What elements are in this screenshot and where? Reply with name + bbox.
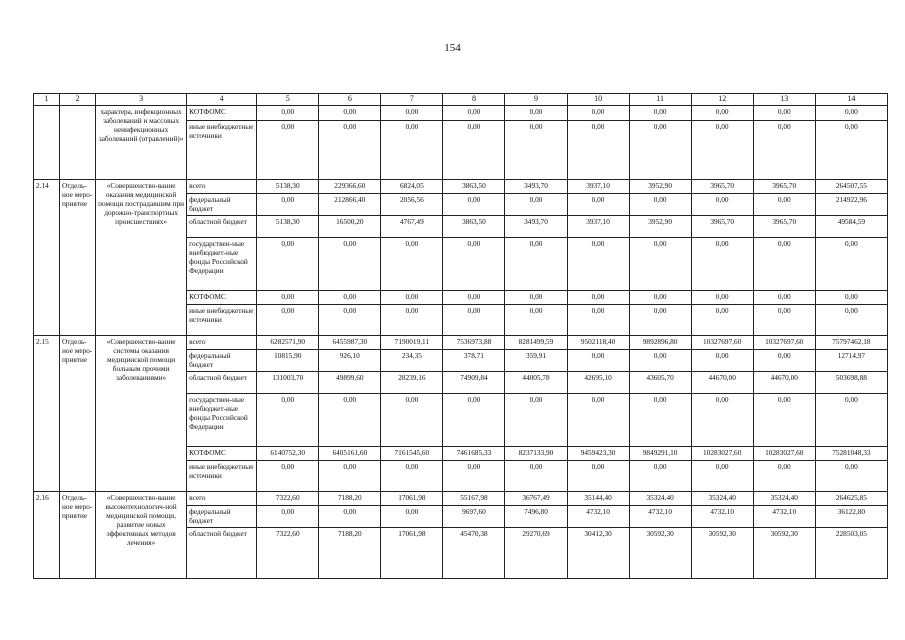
value-cell: 0,00	[505, 305, 567, 336]
value-cell: 3937,10	[567, 216, 629, 238]
value-cell: 8281499,59	[505, 336, 567, 350]
value-cell: 35144,40	[567, 492, 629, 506]
value-cell: 3937,10	[567, 180, 629, 194]
value-cell: 0,00	[257, 461, 319, 492]
header-cell-14: 14	[815, 94, 887, 106]
value-cell: 0,00	[505, 461, 567, 492]
header-cell-2: 2	[60, 94, 96, 106]
value-cell: 0,00	[257, 121, 319, 180]
value-cell: 10327697,60	[753, 336, 815, 350]
value-cell: 264625,85	[815, 492, 887, 506]
value-cell: 0,00	[753, 394, 815, 447]
funding-source: областной бюджет	[187, 372, 257, 394]
value-cell: 9892896,80	[629, 336, 691, 350]
value-cell: 49899,60	[319, 372, 381, 394]
value-cell: 42695,10	[567, 372, 629, 394]
value-cell: 234,35	[381, 350, 443, 372]
value-cell: 0,00	[629, 121, 691, 180]
row-description: характера, инфекционных заболеваний и массовых неинфекционных заболеваний (отравлений)»	[96, 106, 187, 180]
value-cell: 0,00	[815, 238, 887, 291]
value-cell: 0,00	[505, 394, 567, 447]
value-cell: 0,00	[505, 291, 567, 305]
value-cell: 7188,20	[319, 492, 381, 506]
value-cell: 0,00	[753, 238, 815, 291]
value-cell: 35324,40	[691, 492, 753, 506]
value-cell: 0,00	[381, 461, 443, 492]
table-row	[34, 492, 888, 506]
header-cell-6: 6	[319, 94, 381, 106]
value-cell: 6455987,30	[319, 336, 381, 350]
row-description: «Совершенство-вание высокотехнологич-ной медицинской помощи, развитие новых эффективных методов лечения»	[96, 492, 187, 579]
value-cell: 0,00	[567, 394, 629, 447]
value-cell: 3863,50	[443, 216, 505, 238]
value-cell: 926,10	[319, 350, 381, 372]
value-cell: 0,00	[753, 350, 815, 372]
value-cell: 36122,80	[815, 506, 887, 528]
value-cell: 0,00	[567, 305, 629, 336]
value-cell: 7322,60	[257, 528, 319, 579]
value-cell: 264507,55	[815, 180, 887, 194]
value-cell: 0,00	[257, 394, 319, 447]
value-cell: 3965,70	[691, 216, 753, 238]
value-cell: 3493,70	[505, 216, 567, 238]
value-cell: 6405161,60	[319, 447, 381, 461]
value-cell: 0,00	[381, 238, 443, 291]
value-cell: 0,00	[381, 106, 443, 121]
value-cell: 30592,30	[691, 528, 753, 579]
value-cell: 7161545,60	[381, 447, 443, 461]
funding-source: областной бюджет	[187, 528, 257, 579]
value-cell: 0,00	[567, 291, 629, 305]
value-cell: 0,00	[753, 194, 815, 216]
value-cell: 0,00	[443, 291, 505, 305]
header-row	[34, 94, 888, 106]
value-cell: 0,00	[815, 291, 887, 305]
value-cell: 30412,30	[567, 528, 629, 579]
value-cell: 0,00	[505, 121, 567, 180]
header-cell-11: 11	[629, 94, 691, 106]
value-cell: 0,00	[629, 394, 691, 447]
value-cell: 10283027,60	[753, 447, 815, 461]
value-cell: 0,00	[691, 106, 753, 121]
page-number: 154	[444, 42, 461, 54]
value-cell: 5138,30	[257, 216, 319, 238]
funding-source: федеральный бюджет	[187, 506, 257, 528]
value-cell: 0,00	[567, 350, 629, 372]
value-cell: 0,00	[319, 291, 381, 305]
value-cell: 3952,90	[629, 216, 691, 238]
value-cell: 0,00	[257, 506, 319, 528]
value-cell: 9502118,40	[567, 336, 629, 350]
table-row	[34, 336, 888, 350]
header-cell-7: 7	[381, 94, 443, 106]
header-cell-13: 13	[753, 94, 815, 106]
funding-source: государствен-ные внебюджет-ные фонды Российской Федерации	[187, 394, 257, 447]
row-type	[60, 106, 96, 180]
value-cell: 0,00	[505, 238, 567, 291]
value-cell: 0,00	[443, 194, 505, 216]
value-cell: 0,00	[629, 350, 691, 372]
value-cell: 7461685,33	[443, 447, 505, 461]
value-cell: 0,00	[443, 305, 505, 336]
value-cell: 0,00	[319, 394, 381, 447]
table-row	[34, 180, 888, 194]
value-cell: 3965,70	[691, 180, 753, 194]
header-cell-4: 4	[187, 94, 257, 106]
funding-source: иные внебюджетные источники	[187, 461, 257, 492]
value-cell: 55167,98	[443, 492, 505, 506]
value-cell: 0,00	[629, 291, 691, 305]
funding-source: федеральный бюджет	[187, 350, 257, 372]
value-cell: 0,00	[629, 238, 691, 291]
value-cell: 0,00	[567, 461, 629, 492]
value-cell: 131003,70	[257, 372, 319, 394]
value-cell: 0,00	[257, 238, 319, 291]
row-type: Отдель-ное меро-приятие	[60, 492, 96, 579]
value-cell: 7322,60	[257, 492, 319, 506]
value-cell: 0,00	[753, 291, 815, 305]
value-cell: 0,00	[753, 106, 815, 121]
value-cell: 0,00	[815, 394, 887, 447]
header-cell-12: 12	[691, 94, 753, 106]
value-cell: 2056,56	[381, 194, 443, 216]
value-cell: 6140752,30	[257, 447, 319, 461]
value-cell: 7190019,11	[381, 336, 443, 350]
table-row	[34, 106, 888, 121]
value-cell: 35324,40	[753, 492, 815, 506]
value-cell: 0,00	[629, 106, 691, 121]
value-cell: 30592,30	[753, 528, 815, 579]
value-cell: 0,00	[691, 238, 753, 291]
value-cell: 0,00	[691, 305, 753, 336]
value-cell: 35324,40	[629, 492, 691, 506]
value-cell: 6282571,90	[257, 336, 319, 350]
funding-source: иные внебюджетные источники	[187, 305, 257, 336]
value-cell: 0,00	[257, 291, 319, 305]
value-cell: 0,00	[319, 106, 381, 121]
value-cell: 0,00	[753, 461, 815, 492]
value-cell: 10283027,60	[691, 447, 753, 461]
value-cell: 0,00	[815, 121, 887, 180]
value-cell: 0,00	[381, 394, 443, 447]
row-type: Отдель-ное меро-приятие	[60, 180, 96, 336]
funding-source: КОТФОМС	[187, 291, 257, 305]
value-cell: 17061,98	[381, 528, 443, 579]
value-cell: 9459423,30	[567, 447, 629, 461]
value-cell: 0,00	[505, 194, 567, 216]
value-cell: 0,00	[443, 106, 505, 121]
value-cell: 36767,49	[505, 492, 567, 506]
value-cell: 8237133,90	[505, 447, 567, 461]
value-cell: 0,00	[753, 305, 815, 336]
value-cell: 7536973,88	[443, 336, 505, 350]
value-cell: 0,00	[257, 305, 319, 336]
value-cell: 359,91	[505, 350, 567, 372]
value-cell: 0,00	[691, 461, 753, 492]
value-cell: 45470,38	[443, 528, 505, 579]
value-cell: 74909,84	[443, 372, 505, 394]
value-cell: 7188,20	[319, 528, 381, 579]
value-cell: 0,00	[691, 194, 753, 216]
value-cell: 5138,30	[257, 180, 319, 194]
header-cell-1: 1	[34, 94, 60, 106]
value-cell: 3965,70	[753, 180, 815, 194]
value-cell: 0,00	[319, 506, 381, 528]
row-number: 2.15	[34, 336, 60, 492]
value-cell: 0,00	[567, 121, 629, 180]
value-cell: 0,00	[505, 106, 567, 121]
value-cell: 4732,10	[629, 506, 691, 528]
value-cell: 0,00	[691, 350, 753, 372]
value-cell: 3493,70	[505, 180, 567, 194]
value-cell: 0,00	[691, 121, 753, 180]
row-description: «Совершенство-вание оказания медицинской помощи пострадавшим при дорожно-транспортных происшествиях»	[96, 180, 187, 336]
row-number	[34, 106, 60, 180]
value-cell: 9697,60	[443, 506, 505, 528]
budget-table	[33, 93, 888, 579]
row-description: «Совершенство-вание системы оказания медицинской помощи больным прочими заболеваниями»	[96, 336, 187, 492]
value-cell: 0,00	[381, 305, 443, 336]
value-cell: 28239,16	[381, 372, 443, 394]
value-cell: 0,00	[319, 238, 381, 291]
value-cell: 30592,30	[629, 528, 691, 579]
row-number: 2.14	[34, 180, 60, 336]
value-cell: 3965,70	[753, 216, 815, 238]
value-cell: 0,00	[815, 106, 887, 121]
value-cell: 0,00	[815, 305, 887, 336]
value-cell: 0,00	[443, 121, 505, 180]
value-cell: 0,00	[629, 194, 691, 216]
value-cell: 0,00	[629, 461, 691, 492]
funding-source: государствен-ные внебюджет-ные фонды Российской Федерации	[187, 238, 257, 291]
value-cell: 0,00	[257, 194, 319, 216]
value-cell: 228503,05	[815, 528, 887, 579]
value-cell: 0,00	[443, 238, 505, 291]
value-cell: 16500,20	[319, 216, 381, 238]
value-cell: 0,00	[443, 461, 505, 492]
value-cell: 0,00	[381, 291, 443, 305]
value-cell: 4732,10	[753, 506, 815, 528]
value-cell: 0,00	[319, 121, 381, 180]
funding-source: КОТФОМС	[187, 447, 257, 461]
funding-source: иные внебюджетные источники	[187, 121, 257, 180]
value-cell: 12714,97	[815, 350, 887, 372]
value-cell: 0,00	[319, 461, 381, 492]
value-cell: 0,00	[381, 506, 443, 528]
value-cell: 4732,10	[567, 506, 629, 528]
value-cell: 7496,80	[505, 506, 567, 528]
header-cell-9: 9	[505, 94, 567, 106]
value-cell: 10327697,60	[691, 336, 753, 350]
value-cell: 0,00	[381, 121, 443, 180]
value-cell: 17061,98	[381, 492, 443, 506]
value-cell: 29270,69	[505, 528, 567, 579]
funding-source: всего	[187, 492, 257, 506]
value-cell: 0,00	[815, 461, 887, 492]
value-cell: 75281048,33	[815, 447, 887, 461]
value-cell: 3863,50	[443, 180, 505, 194]
header-cell-8: 8	[443, 94, 505, 106]
funding-source: федеральный бюджет	[187, 194, 257, 216]
value-cell: 0,00	[319, 305, 381, 336]
value-cell: 503698,88	[815, 372, 887, 394]
value-cell: 0,00	[567, 238, 629, 291]
row-type: Отдель-ное меро-приятие	[60, 336, 96, 492]
funding-source: всего	[187, 336, 257, 350]
value-cell: 44005,78	[505, 372, 567, 394]
value-cell: 0,00	[567, 194, 629, 216]
value-cell: 212866,40	[319, 194, 381, 216]
value-cell: 378,71	[443, 350, 505, 372]
header-cell-5: 5	[257, 94, 319, 106]
value-cell: 43605,70	[629, 372, 691, 394]
value-cell: 4767,49	[381, 216, 443, 238]
value-cell: 214922,96	[815, 194, 887, 216]
value-cell: 44670,00	[691, 372, 753, 394]
funding-source: областной бюджет	[187, 216, 257, 238]
funding-source: КОТФОМС	[187, 106, 257, 121]
value-cell: 75797462,18	[815, 336, 887, 350]
value-cell: 44670,00	[753, 372, 815, 394]
value-cell: 49584,59	[815, 216, 887, 238]
value-cell: 3952,90	[629, 180, 691, 194]
value-cell: 10815,90	[257, 350, 319, 372]
value-cell: 9849291,10	[629, 447, 691, 461]
value-cell: 0,00	[257, 106, 319, 121]
value-cell: 0,00	[691, 394, 753, 447]
value-cell: 0,00	[691, 291, 753, 305]
value-cell: 6824,05	[381, 180, 443, 194]
value-cell: 229366,60	[319, 180, 381, 194]
header-cell-3: 3	[96, 94, 187, 106]
header-cell-10: 10	[567, 94, 629, 106]
value-cell: 0,00	[629, 305, 691, 336]
value-cell: 0,00	[567, 106, 629, 121]
value-cell: 4732,10	[691, 506, 753, 528]
row-number: 2.16	[34, 492, 60, 579]
value-cell: 0,00	[443, 394, 505, 447]
value-cell: 0,00	[753, 121, 815, 180]
funding-source: всего	[187, 180, 257, 194]
